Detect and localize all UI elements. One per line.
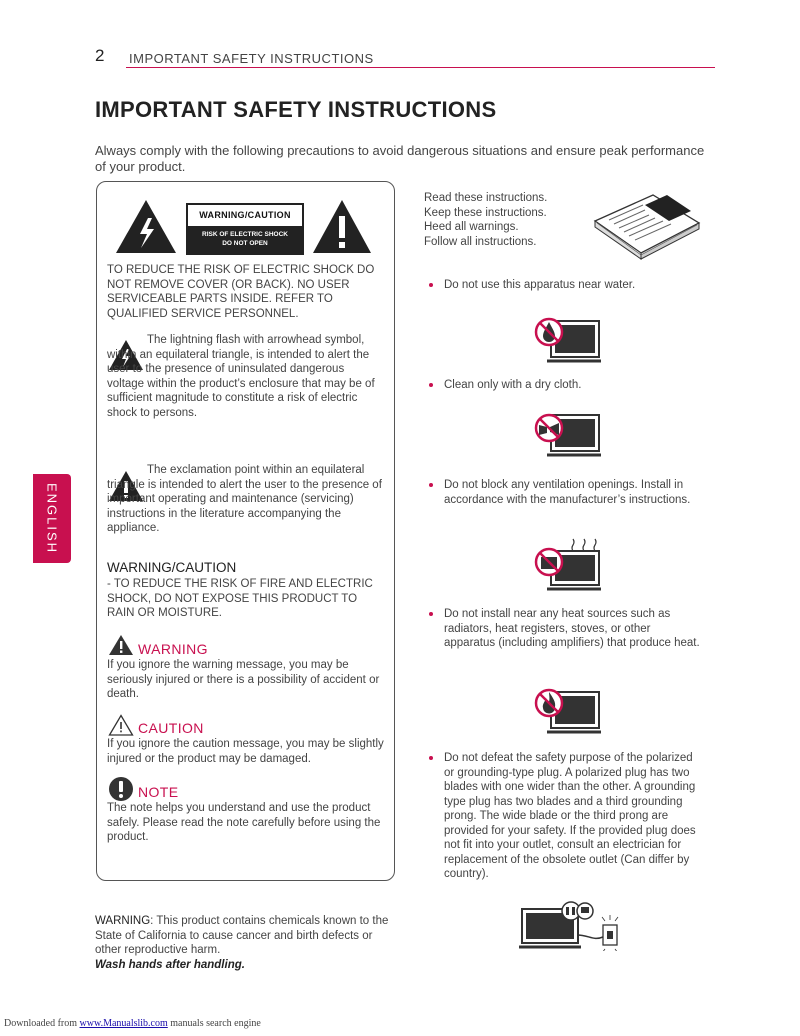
bullet-item	[430, 607, 700, 651]
exclamation-triangle-icon	[311, 198, 373, 255]
instruction-line: Follow all instructions.	[424, 235, 537, 248]
no-water-icon	[529, 313, 603, 365]
bullet-item	[430, 478, 700, 507]
lightning-triangle-icon	[114, 198, 178, 255]
exclamation-description: The exclamation point within an equilateral triangle is intended to alert the user to the presence of important operating and maintenance (servicing) instructions in the literature accompanying the appliance.	[107, 464, 382, 534]
running-header: IMPORTANT SAFETY INSTRUCTIONS	[129, 51, 374, 66]
caution-text: If you ignore the caution message, you may be slightly injured or the product may be damaged.	[107, 738, 384, 765]
prop65-warning	[95, 914, 395, 972]
footer-suffix: manuals search engine	[167, 1018, 261, 1029]
lightning-description: The lightning flash with arrowhead symbol, within an equilateral triangle, is intended to alert the user to the presence of uninsulated dangerous voltage within the product’s enclosure that may be of sufficient magnitude to constitute a risk of electric shock to persons.	[107, 334, 375, 419]
no-wet-cloth-icon	[529, 409, 603, 459]
manual-book-icon	[591, 189, 703, 261]
caution-icon	[108, 714, 134, 736]
bullet-dot	[429, 383, 433, 387]
bullet-dot	[429, 612, 433, 616]
bullet-text: Do not use this apparatus near water.	[444, 279, 636, 291]
note-heading: NOTE	[138, 784, 179, 800]
instruction-line: Keep these instructions.	[424, 206, 547, 219]
warning-caution-text: - TO REDUCE THE RISK OF FIRE AND ELECTRIC SHOCK, DO NOT EXPOSE THIS PRODUCT TO RAIN OR MOISTURE.	[107, 578, 373, 619]
warning-heading: WARNING	[138, 641, 208, 657]
download-footer	[4, 1018, 261, 1029]
plug-outlet-icon	[519, 901, 629, 951]
label-bottom-line1: RISK OF ELECTRIC SHOCK	[202, 231, 288, 238]
no-heat-source-icon	[529, 684, 603, 736]
warning-icon	[108, 634, 134, 656]
read-instructions-list	[424, 191, 564, 249]
prop65-label: WARNING	[95, 915, 151, 927]
bullet-dot	[429, 283, 433, 287]
note-icon	[108, 776, 134, 802]
intro-text: Always comply with the following precautions to avoid dangerous situations and ensure peak performance of your product.	[95, 143, 705, 174]
bullet-dot	[429, 756, 433, 760]
warning-caution-label	[186, 203, 304, 255]
bullet-dot	[429, 483, 433, 487]
note-text: The note helps you understand and use the product safely. Please read the note carefully before using the product.	[107, 802, 381, 843]
manualslib-link[interactable]: www.Manualslib.com	[79, 1018, 168, 1029]
instruction-line: Read these instructions.	[424, 192, 548, 204]
language-tab[interactable]	[33, 474, 71, 563]
bullet-text: Clean only with a dry cloth.	[444, 379, 582, 391]
bullet-item	[430, 378, 700, 393]
footer-prefix: Downloaded from	[4, 1018, 80, 1029]
wash-hands-text: Wash hands after handling.	[95, 958, 245, 971]
page-number: 2	[95, 46, 105, 65]
language-tab-label: ENGLISH	[44, 482, 60, 555]
bullet-text: Do not block any ventilation openings. Install in accordance with the manufacturer’s instructions.	[444, 479, 691, 506]
bullet-text: Do not install near any heat sources such as radiators, heat registers, stoves, or other apparatus (including amplifiers) that produce heat.	[444, 608, 700, 649]
page-title: IMPORTANT SAFETY INSTRUCTIONS	[95, 97, 497, 122]
prop65-text: : This product contains chemicals known to the State of California to cause cancer and birth defects or other reproductive harm.	[95, 915, 389, 956]
bullet-item	[430, 751, 700, 882]
label-bottom-line2: DO NOT OPEN	[222, 240, 268, 247]
no-block-ventilation-icon	[529, 537, 603, 593]
warning-text: If you ignore the warning message, you may be seriously injured or there is a possibility of accident or death.	[107, 659, 380, 700]
shock-warning-text: TO REDUCE THE RISK OF ELECTRIC SHOCK DO NOT REMOVE COVER (OR BACK). NO USER SERVICEABLE PARTS INSIDE. REFER TO QUALIFIED SERVICE PERSONNEL.	[107, 264, 375, 320]
bullet-item	[430, 278, 700, 293]
warning-caution-title: WARNING/CAUTION	[107, 560, 237, 575]
bullet-text: Do not defeat the safety purpose of the polarized or grounding-type plug. A polarized plug has two blades with one wider than the other. A grounding type plug has two blades and a third grounding prong. The wide blade or the third prong are provided for your safety. If the provided plug does not fit into your outlet, consult an electrician for replacement of the obsolete outlet (Can differ by country).	[444, 752, 696, 880]
label-top-text: WARNING/CAUTION	[199, 210, 291, 220]
caution-heading: CAUTION	[138, 720, 204, 736]
header-rule	[126, 67, 715, 68]
instruction-line: Heed all warnings.	[424, 221, 519, 233]
label-bottom	[188, 226, 302, 253]
